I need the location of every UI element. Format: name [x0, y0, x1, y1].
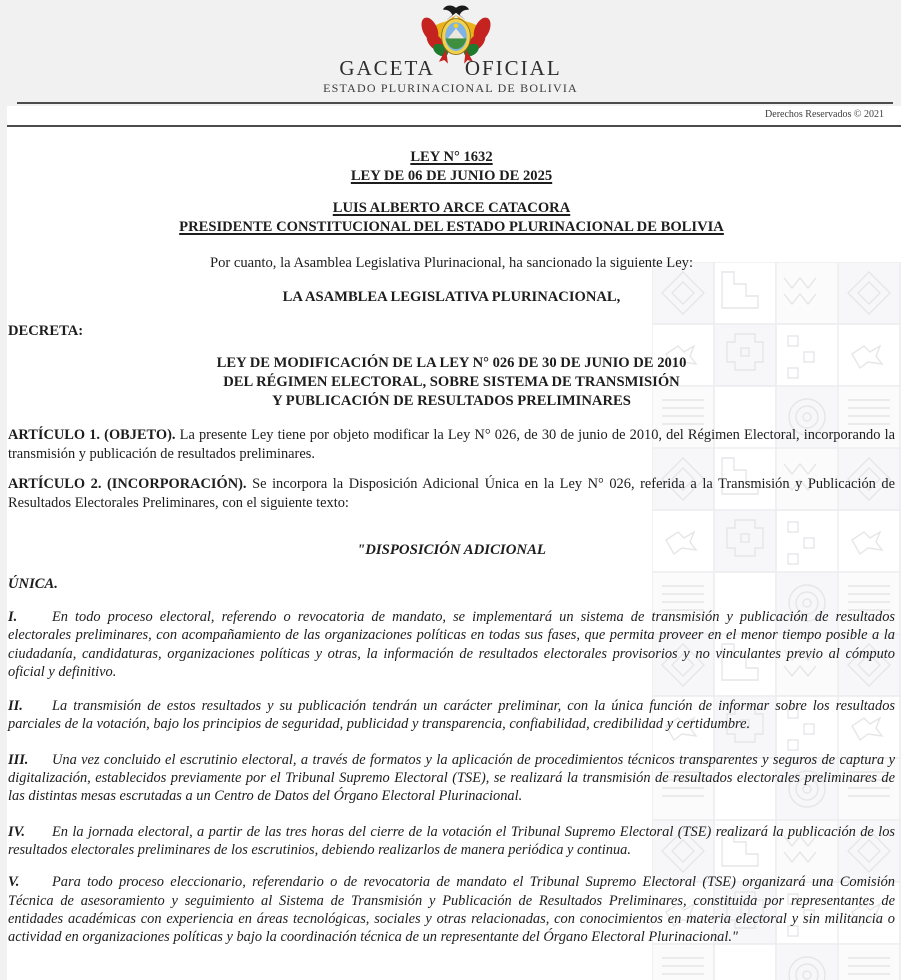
law-title-line: DEL RÉGIMEN ELECTORAL, SOBRE SISTEMA DE TRANSMISIÓN [223, 374, 680, 390]
president-name-heading: LUIS ALBERTO ARCE CATACORA [332, 200, 571, 216]
clause-2-numeral: II. [8, 698, 23, 715]
masthead-subtitle: ESTADO PLURINACIONAL DE BOLIVIA [323, 81, 578, 95]
clause-3-text: Una vez concluido el escrutinio electoral, a través de formatos y la aplicación de procedimientos técnicos transparentes y seguros de captura y digitalización, establecidos previamente por el Tribunal Supremo Electoral (TSE), se realizará la transmisión de resultados electorales preliminares de las distintas mesas escrutadas a un Centro de Datos del Órgano Electoral Plurinacional. [8, 751, 895, 805]
clause-3-numeral: III. [8, 751, 29, 768]
clause-1-paragraph [8, 608, 895, 681]
clause-5-paragraph [8, 873, 895, 946]
decree-word: DECRETA: [8, 323, 84, 339]
clause-2-text: La transmisión de estos resultados y su publicación tendrán un carácter preliminar, con la única función de informar sobre los resultados parciales de la votación, bajo los principios de seguridad, publicidad y transparencia, confiabilidad, credibilidad y certidumbre. [8, 698, 895, 733]
bolivia-coat-of-arms-icon [411, 2, 501, 64]
clause-4-paragraph [8, 823, 895, 860]
law-title-line: LEY DE MODIFICACIÓN DE LA LEY N° 026 DE 30 DE JUNIO DE 2010 [216, 355, 687, 371]
clause-4-text: En la jornada electoral, a partir de las tres horas del cierre de la votación el Tribunal Supremo Electoral (TSE) realizará la publicación de los resultados electorales preliminares de los escrutinios, debiendo realizarlos de manera periódica y continua. [8, 823, 895, 858]
preamble-line: Por cuanto, la Asamblea Legislativa Plurinacional, ha sancionado la siguiente Ley: [209, 255, 694, 271]
law-number-heading: LEY N° 1632 [410, 149, 493, 165]
article-1-text: La presente Ley tiene por objeto modificar la Ley N° 026, de 30 de junio de 2010, del Régimen Electoral, incorporando la transmisión y publicación de resultados preliminares. [8, 427, 895, 462]
assembly-line: LA ASAMBLEA LEGISLATIVA PLURINACIONAL, [282, 289, 621, 305]
clause-1-numeral: I. [8, 609, 18, 625]
president-title-heading: PRESIDENTE CONSTITUCIONAL DEL ESTADO PLURINACIONAL DE BOLIVIA [179, 219, 724, 235]
clause-5-text: Para todo proceso eleccionario, referendario o de revocatoria de mandato el Tribunal Supremo Electoral (TSE) organizará una Comisión Técnica de asesoramiento y seguimiento al Sistema de Transmisión y Publicación de Resultados Preliminares, constituida por representantes de entidades académicas con experiencia en áreas tecnológicas, sociales y otras relacionadas, con conocimientos en materia electoral y sin militancia o actividad en organizaciones políticas y bajo la coordinación técnica de un representante del Órgano Electoral Plurinacional." [8, 874, 895, 946]
masthead-title-right: OFICIAL [464, 56, 562, 80]
article-1-lead: ARTÍCULO 1. (OBJETO). [8, 427, 176, 443]
masthead-title [0, 56, 901, 81]
masthead-title-left: GACETA [339, 56, 435, 80]
copyright-notice: Derechos Reservados © 2021 [7, 106, 901, 127]
clause-3-paragraph [8, 751, 895, 806]
clause-5-numeral: V. [8, 874, 20, 891]
article-1-paragraph [8, 426, 895, 464]
law-document-body [7, 148, 901, 946]
disposition-name: ÚNICA. [8, 576, 58, 592]
law-title-block [8, 354, 895, 411]
clause-1-text: En todo proceso electoral, referendo o revocatoria de mandato, se implementará un sistema de transmisión y publicación de resultados electorales preliminares, con acompañamiento de las organizaciones políticas en todas sus fases, que permita proveer en el menor tiempo posible a la ciudadanía, candidaturas, organizaciones políticas y otras, la información de resultados electorales provisorios y no vinculantes previo al cómputo oficial y definitivo. [8, 609, 895, 680]
disposition-heading: "DISPOSICIÓN ADICIONAL [357, 542, 546, 558]
document-page [7, 106, 901, 980]
clause-4-numeral: IV. [8, 823, 25, 840]
masthead-rule [17, 102, 893, 104]
clause-2-paragraph [8, 697, 895, 734]
law-title-line: Y PUBLICACIÓN DE RESULTADOS PRELIMINARES [272, 393, 631, 409]
masthead [0, 0, 901, 103]
law-date-heading: LEY DE 06 DE JUNIO DE 2025 [350, 168, 553, 184]
article-2-lead: ARTÍCULO 2. (INCORPORACIÓN). [8, 476, 247, 492]
article-2-paragraph [8, 475, 895, 513]
article-2-text: Se incorpora la Disposición Adicional Única en la Ley N° 026, referida a la Transmisión y Publicación de Resultados Electorales Preliminares, con el siguiente texto: [8, 476, 895, 511]
